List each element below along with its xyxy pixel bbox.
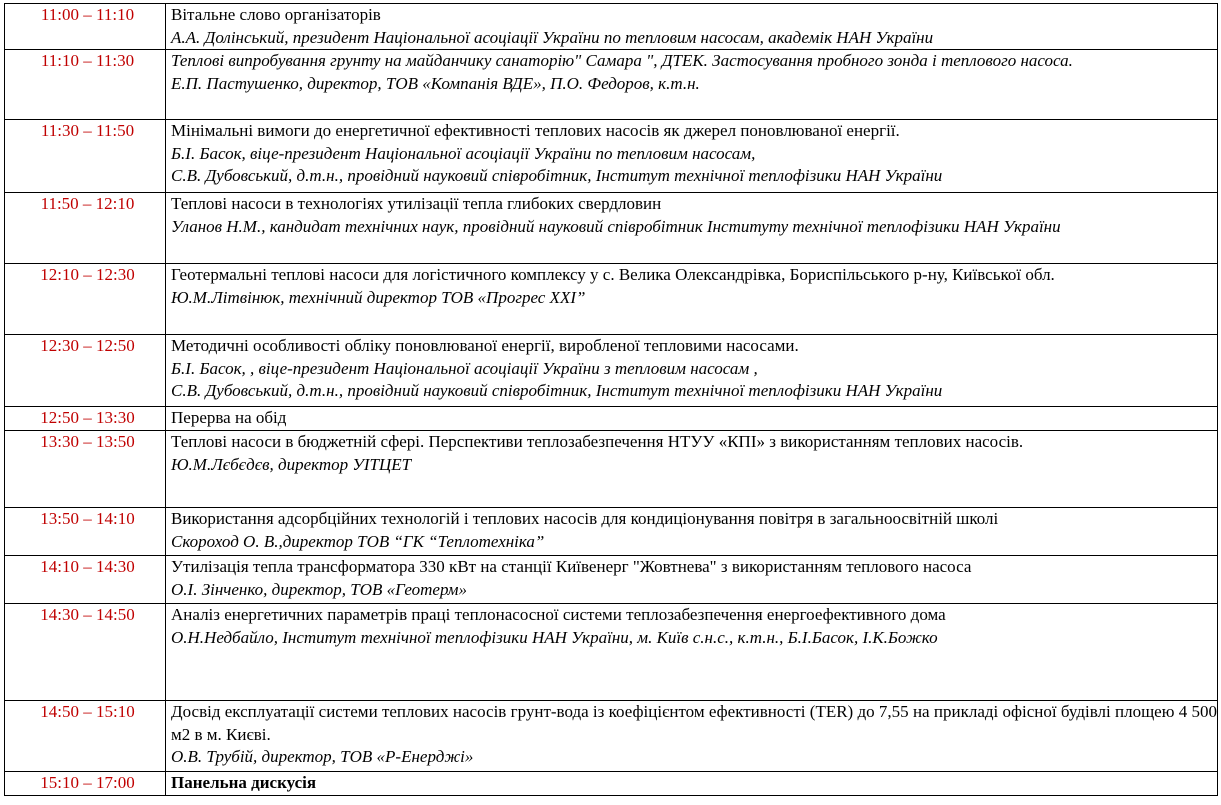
speaker-line: А.А. Долінський, президент Національної асоціації України по тепловим насосам, академік НАН України <box>171 27 934 47</box>
time-cell: 13:30 – 13:50 <box>5 431 166 508</box>
table-row <box>5 264 1218 335</box>
description-cell <box>166 193 1218 264</box>
speaker-line: Уланов Н.М., кандидат технічних наук, провідний науковий співробітник Інституту технічної теплофізики НАН України <box>171 216 1061 236</box>
speaker-line: Б.І. Басок, , віце-президент Національної асоціації України з тепловим насосам , <box>171 358 758 378</box>
description-cell <box>166 772 1218 796</box>
table-row <box>5 701 1218 772</box>
description-cell <box>166 120 1218 193</box>
session-title: Мінімальні вимоги до енергетичної ефективності теплових насосів як джерел поновлюваної енергії. <box>171 121 900 140</box>
speaker-line: С.В. Дубовський, д.т.н., провідний науковий співробітник, Інститут технічної теплофізики НАН України <box>171 381 943 400</box>
speaker-line: Б.І. Басок, віце-президент Національної асоціації України по тепловим насосам, <box>171 143 756 163</box>
speaker-line: О.В. Трубій, директор, ТОВ «Р-Енерджі» <box>171 747 474 766</box>
table-row <box>5 120 1218 193</box>
time-cell: 12:50 – 13:30 <box>5 407 166 431</box>
time-cell: 14:30 – 14:50 <box>5 604 166 701</box>
speaker-line: О.І. Зінченко, директор, ТОВ «Геотерм» <box>171 579 467 599</box>
time-cell: 12:10 – 12:30 <box>5 264 166 335</box>
schedule-table <box>4 3 1218 796</box>
time-cell: 11:30 – 11:50 <box>5 120 166 193</box>
time-cell: 13:50 – 14:10 <box>5 508 166 556</box>
time-cell: 14:10 – 14:30 <box>5 556 166 604</box>
time-cell: 12:30 – 12:50 <box>5 335 166 407</box>
description-cell <box>166 264 1218 335</box>
table-row <box>5 431 1218 508</box>
description-cell <box>166 4 1218 50</box>
session-title: Утилізація тепла трансформатора 330 кВт на станції Київенерг "Жовтнева" з використанням теплового насоса <box>171 557 972 576</box>
table-row <box>5 556 1218 604</box>
table-row <box>5 4 1218 50</box>
session-title: Аналіз енергетичних параметрів праці теплонасосної системи теплозабезпечення енергоефективного дома <box>171 605 946 624</box>
table-row <box>5 407 1218 431</box>
speaker-line: Скороход О. В.,директор ТОВ “ГК “Теплотехніка” <box>171 531 545 551</box>
session-title: Геотермальні теплові насоси для логістичного комплексу у с. Велика Олександрівка, Бориспільського р-ну, Київської обл. <box>171 265 1055 284</box>
speaker-line: Ю.М.Лєбєдєв, директор УІТЦЕТ <box>171 454 412 474</box>
time-cell: 11:00 – 11:10 <box>5 4 166 50</box>
description-cell <box>166 407 1218 431</box>
speaker-line: Е.П. Пастушенко, директор, ТОВ «Компанія ВДЕ», П.О. Федоров, к.т.н. <box>171 73 700 93</box>
speaker-line: О.Н.Недбайло, Інститут технічної теплофізики НАН України, м. Київ с.н.с., к.т.н., Б.І.Басок, І.К.Божко <box>171 627 938 647</box>
description-cell <box>166 431 1218 508</box>
description-cell <box>166 50 1218 120</box>
table-row <box>5 604 1218 701</box>
description-cell <box>166 556 1218 604</box>
session-title: Методичні особливості обліку поновлюваної енергії, виробленої тепловими насосами. <box>171 336 799 355</box>
time-cell: 14:50 – 15:10 <box>5 701 166 772</box>
session-title: Теплові випробування грунту на майданчику санаторію" Самара ", ДТЕК. Застосування пробного зонда і теплового насоса. <box>171 51 1073 70</box>
session-title: Вітальне слово організаторів <box>171 5 381 24</box>
time-cell: 11:10 – 11:30 <box>5 50 166 120</box>
table-row <box>5 335 1218 407</box>
session-title: Використання адсорбційних технологій і теплових насосів для кондиціонування повітря в загальноосвітній школі <box>171 509 999 528</box>
session-title: Теплові насоси в технологіях утилізації тепла глибоких свердловин <box>171 194 662 213</box>
session-title: Панельна дискусія <box>171 773 317 792</box>
time-cell: 11:50 – 12:10 <box>5 193 166 264</box>
table-row <box>5 50 1218 120</box>
time-cell: 15:10 – 17:00 <box>5 772 166 796</box>
session-title: Досвід експлуатації системи теплових насосів грунт-вода із коефіцієнтом ефективності (TER) до 7,55 на прикладі офісної будівлі площею 4 500 м2 в м. Києві. <box>171 702 1217 744</box>
table-row <box>5 772 1218 796</box>
description-cell <box>166 701 1218 772</box>
table-row <box>5 193 1218 264</box>
description-cell <box>166 604 1218 701</box>
session-title: Перерва на обід <box>171 408 287 427</box>
schedule-body <box>5 4 1218 796</box>
description-cell <box>166 508 1218 556</box>
session-title: Теплові насоси в бюджетній сфері. Перспективи теплозабезпечення НТУУ «КПІ» з використанням теплових насосів. <box>171 432 1024 451</box>
speaker-line: Ю.М.Літвінюк, технічний директор ТОВ «Прогрес XXI” <box>171 287 586 307</box>
speaker-line: С.В. Дубовський, д.т.н., провідний науковий співробітник, Інститут технічної теплофізики НАН України <box>171 166 943 185</box>
table-row <box>5 508 1218 556</box>
description-cell <box>166 335 1218 407</box>
